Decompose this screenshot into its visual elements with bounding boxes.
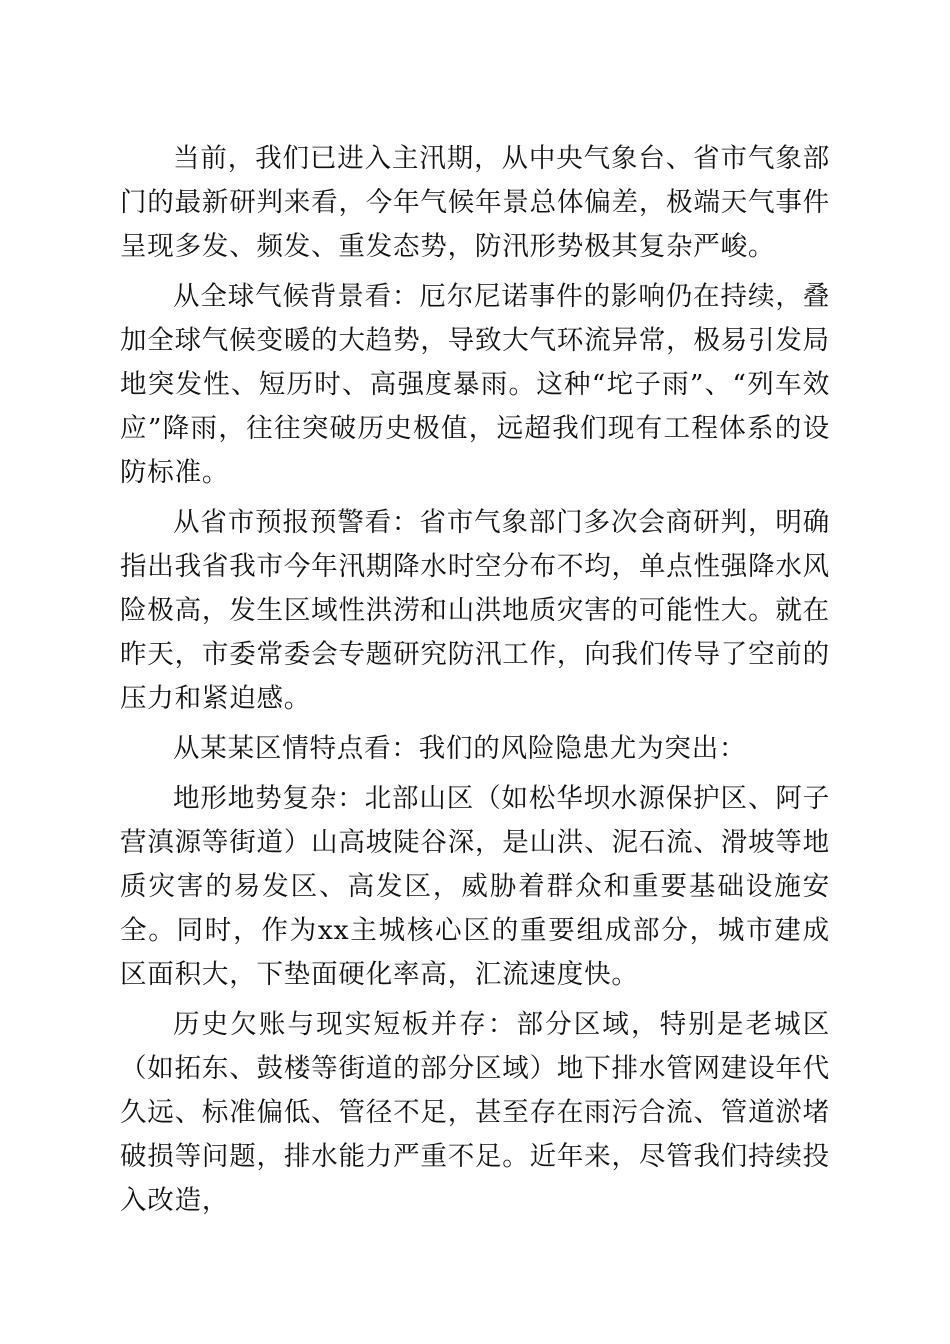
paragraph-current-flood-season: 当前，我们已进入主汛期，从中央气象台、省市气象部门的最新研判来看，今年气候年景总体偏差，极端天气事件呈现多发、频发、重发态势，防汛形势极其复杂严峻。 bbox=[120, 143, 830, 262]
paragraph-forecast-warning: 从省市预报预警看：省市气象部门多次会商研判，明确指出我省我市今年汛期降水时空分布不均，单点性强降水风险极高，发生区域性洪涝和山洪地质灾害的可能性大。就在昨天，市委常委会专题研究防汛工作，向我们传导了空前的压力和紧迫感。 bbox=[120, 507, 830, 714]
paragraph-global-climate: 从全球气候背景看：厄尔尼诺事件的影响仍在持续，叠加全球气候变暖的大趋势，导致大气环流异常，极易引发局地突发性、短历时、高强度暴雨。这种“坨子雨”、“列车效应”降雨，往往突破历史极值，远超我们现有工程体系的设防标准。 bbox=[120, 281, 830, 488]
paragraph-history-shortfalls: 历史欠账与现实短板并存：部分区域，特别是老城区（如拓东、鼓楼等街道的部分区域）地下排水管网建设年代久远、标准偏低、管径不足，甚至存在雨污合流、管道淤堵破损等问题，排水能力严重不足。近年来，尽管我们持续投入改造， bbox=[120, 1009, 830, 1216]
paragraph-district-features: 从某某区情特点看：我们的风险隐患尤为突出： bbox=[173, 733, 747, 764]
document-page bbox=[120, 137, 830, 1229]
paragraph-terrain: 地形地势复杂：北部山区（如松华坝水源保护区、阿子营滇源等街道）山高坡陡谷深，是山洪、泥石流、滑坡等地质灾害的易发区、高发区，威胁着群众和重要基础设施安全。同时，作为xx主城核心区的重要组成部分，城市建成区面积大，下垫面硬化率高，汇流速度快。 bbox=[120, 783, 830, 990]
